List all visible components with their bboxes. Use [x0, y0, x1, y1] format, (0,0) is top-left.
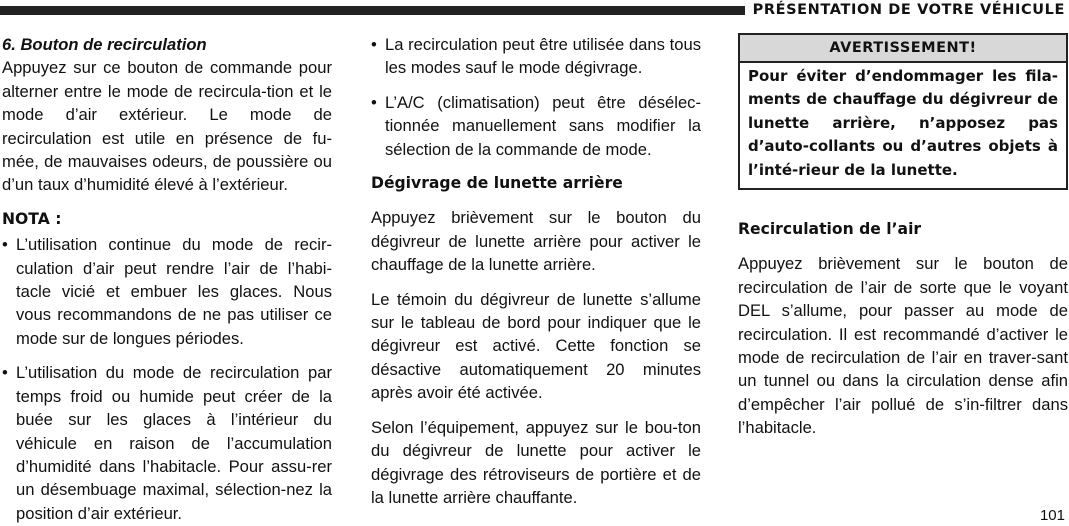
warning-title: AVERTISSEMENT!: [740, 35, 1066, 63]
column-middle: [371, 33, 701, 509]
list-item: • L’utilisation du mode de recirculation par temps froid ou humide peut créer de la buée sur les glaces à l’intérieur du véhicule en raison de l’accumulation d’humidité dans l’habitacle. Pour assu-rer un désembuage maximal, sélection-nez la position d’air extérieur.: [2, 361, 332, 525]
header-rule: [0, 6, 760, 15]
air-recirculation-paragraph: Appuyez brièvement sur le bouton de recirculation de l’air de sorte que le voyant DEL s’allume, pour passer au mode de recirculation. Il est recommandé d’activer le mode de recirculation de l’air en traver-sant un tunnel ou dans la circulation dense afin d’empêcher l’air pollué de s’in-filtrer dans l’habitacle.: [738, 254, 1068, 438]
recirculation-intro-paragraph: Appuyez sur ce bouton de commande pour alterner entre le mode de recircula-tion et le mode d’air extérieur. Le mode de recirculation est utile en présence de fu-mée, de mauvaises odeurs, de poussière ou d’un taux d’humidité élevé à l’extérieur.: [2, 58, 332, 195]
rear-defroster-paragraph-2: Le témoin du dégivreur de lunette s’allume sur le tableau de bord pour indiquer que le dégivreur est activé. Cette fonction se désactive automatiquement 20 minutes après avoir été activée.: [371, 289, 701, 403]
page-number: 101: [1039, 507, 1065, 524]
recirculation-button-heading: 6. Bouton de recirculation: [2, 35, 207, 54]
column-right: [738, 33, 1068, 440]
rear-defroster-heading: Dégivrage de lunette arrière: [371, 174, 623, 193]
column-left: [2, 33, 332, 525]
section-title: PRÉSENTATION DE VOTRE VÉHICULE: [745, 0, 1065, 20]
rear-defroster-paragraph-1: Appuyez brièvement sur le bouton du dégivreur de lunette arrière pour activer le chauffage de la lunette arrière.: [371, 208, 701, 275]
rear-defroster-paragraph-3: Selon l’équipement, appuyez sur le bou-ton du dégivreur de lunette pour activer le dégivrage des rétroviseurs de portière et de la lunette arrière chauffante.: [371, 417, 701, 507]
page-header: [0, 0, 1069, 20]
warning-text: Pour éviter d’endommager les fila-ments de chauffage du dégivreur de lunette arrière, n’apposez pas d’auto-collants ou d’autres objets à l’inté-rieur de la lunette.: [748, 67, 1058, 179]
note-label: NOTA :: [2, 209, 62, 228]
list-item: • L’A/C (climatisation) peut être désélec-tionnée manuellement sans modifier la sélection de la commande de mode.: [371, 91, 701, 161]
list-item: • La recirculation peut être utilisée dans tous les modes sauf le mode dégivrage.: [371, 33, 701, 80]
recirculation-bullet-list: [371, 33, 701, 161]
warning-box: [738, 33, 1068, 190]
air-recirculation-heading: Recirculation de l’air: [738, 220, 922, 239]
note-bullet-list: [2, 233, 332, 525]
list-item: • L’utilisation continue du mode de recir-culation d’air peut rendre l’air de l’habi-tacle vicié et embuer les glaces. Nous vous recommandons de ne pas utiliser ce mode sur de longues périodes.: [2, 233, 332, 350]
